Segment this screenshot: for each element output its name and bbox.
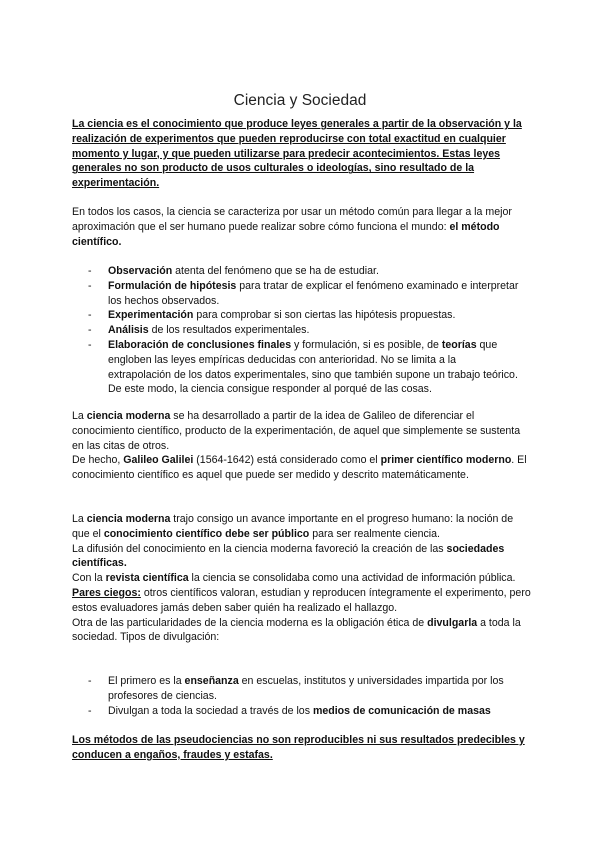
step-text: de los resultados experimentales.: [148, 324, 310, 337]
list-item: [88, 264, 520, 279]
step-bold: Observación: [108, 265, 173, 277]
bold-term: sociedades científicas.: [72, 542, 505, 570]
list-item: [88, 704, 520, 719]
bold-term: Galileo Galilei: [123, 454, 194, 467]
text: . El conocimiento científico es aquel que puede ser medido y descrito matemáticamente.: [72, 454, 527, 482]
bold-term: conocimiento científico debe ser público: [103, 527, 310, 540]
text: Otra de las particularidades de la ciencia moderna es la obligación ética de: [72, 616, 428, 629]
step-bold: Elaboración de conclusiones finales: [108, 338, 292, 351]
bold-term: ciencia moderna: [86, 410, 171, 422]
list-item: [88, 308, 520, 323]
closing-statement: [72, 733, 532, 763]
list-item: [88, 674, 520, 704]
step-text: y formulación, si es posible, de: [291, 338, 442, 351]
method-steps-list: [88, 264, 520, 397]
method-bold: el método científico.: [72, 220, 500, 248]
text: para ser realmente ciencia.: [309, 527, 440, 540]
step-bold: Formulación de hipótesis: [108, 279, 237, 292]
bold-term: primer científico moderno: [380, 454, 512, 467]
text: (1564-1642) está considerado como el: [193, 454, 381, 467]
step-text-2: que engloben las leyes empíricas deducidas con anterioridad. No se limita a la extrapolación de los datos experimentales, sino que también supone un trabajo teórico. De este modo, la ciencia consigue responder al porqué de las cosas.: [108, 338, 518, 396]
text: Con la: [72, 572, 106, 585]
method-text: En todos los casos, la ciencia se caracteriza por usar un método común para llegar a la mejor aproximación que el ser humano puede realizar sobre cómo funciona el mundo:: [72, 206, 512, 233]
underlined-term: Pares ciegos:: [72, 586, 141, 599]
intro-bold-text: La ciencia es el conocimiento que produce leyes generales a partir de la observación y la realización de experimentos que pueden reproducirse con total exactitud en cualquier momento y lugar, y que pueden utilizarse para predecir acontecimientos. Estas leyes generales no son producto de usos culturales o ideologías, sino resultado de la experimentación.: [72, 118, 522, 190]
modern-science-paragraph: [72, 409, 532, 483]
bold-term: medios de comunicación de masas: [312, 704, 491, 717]
list-item: [88, 279, 520, 309]
text: El primero es la: [108, 675, 185, 687]
text: se ha desarrollado a partir de la idea de Galileo de diferenciar el conocimiento científico, producto de la experimentación, de aquel que simplemente se sustenta en las citas de otros.: [72, 410, 521, 452]
step-bold-2: teorías: [441, 338, 477, 351]
closing-bold-text: Los métodos de las pseudociencias no son reproducibles ni sus resultados predecibles y conducen a engaños, fraudes y estafas.: [72, 734, 525, 761]
text: a toda la sociedad. Tipos de divulgación:: [72, 616, 521, 644]
bold-term: enseñanza: [184, 675, 239, 687]
text: Divulgan a toda la sociedad a través de los: [108, 704, 313, 717]
step-text: para tratar de explicar el fenómeno examinado e interpretar los hechos observados.: [108, 279, 519, 307]
step-bold: Análisis: [108, 324, 149, 337]
page-title: Ciencia y Sociedad: [233, 92, 367, 109]
text: La: [72, 513, 87, 525]
step-text: atenta del fenómeno que se ha de estudiar.: [172, 265, 379, 277]
bold-term: revista científica: [105, 572, 189, 585]
text: la ciencia se consolidaba como una actividad de información pública.: [188, 572, 516, 585]
text: trajo consigo un avance importante en el progreso humano: la noción de que el: [72, 513, 514, 540]
divulgation-list: [88, 674, 520, 718]
progress-paragraph: [72, 512, 532, 645]
text: otros científicos valoran, estudian y reproducen íntegramente el experimento, pero estos evaluadores jamás deben saber quién ha realizado el hallazgo.: [72, 586, 531, 614]
text: en escuelas, institutos y universidades impartida por los profesores de ciencias.: [108, 675, 504, 702]
list-item: [88, 338, 520, 397]
text: La difusión del conocimiento en la ciencia moderna favoreció la creación de las: [72, 542, 447, 555]
intro-definition: [72, 117, 532, 191]
step-text: para comprobar si son ciertas las hipótesis propuestas.: [193, 309, 456, 322]
list-item: [88, 323, 520, 338]
method-paragraph: [72, 205, 532, 249]
text: De hecho,: [72, 454, 124, 467]
text: La: [72, 410, 87, 422]
step-bold: Experimentación: [108, 309, 194, 322]
bold-term: ciencia moderna: [86, 513, 171, 525]
bold-term: divulgarla: [427, 616, 478, 629]
